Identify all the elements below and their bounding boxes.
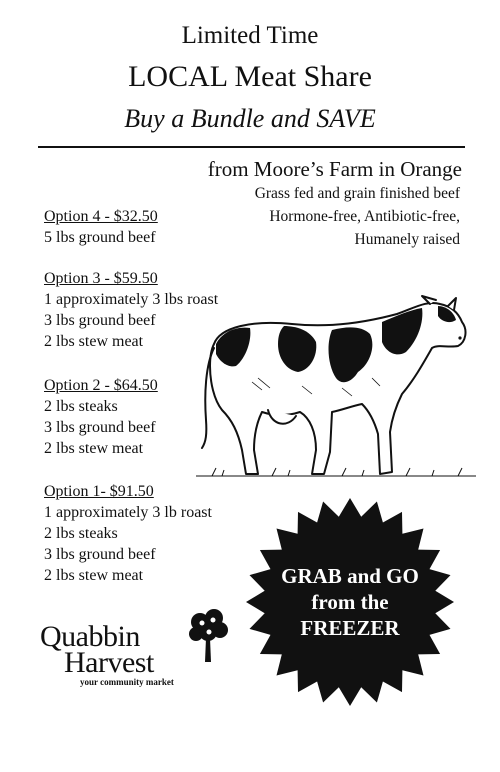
option-item: 1 approximately 3 lb roast (44, 504, 212, 521)
headline-buy-bundle: Buy a Bundle and SAVE (124, 104, 376, 133)
feature-line: Grass fed and grain finished beef (254, 185, 460, 202)
option-1 (44, 481, 212, 586)
option-item: 2 lbs stew meat (44, 567, 144, 584)
option-item: 3 lbs ground beef (44, 419, 156, 436)
option-title: Option 3 - $59.50 (44, 270, 158, 287)
option-item: 3 lbs ground beef (44, 312, 156, 329)
option-item: 3 lbs ground beef (44, 546, 156, 563)
option-title: Option 1- $91.50 (44, 483, 154, 500)
burst-line: FREEZER (300, 616, 400, 640)
headline-limited-time: Limited Time (181, 22, 319, 49)
option-title: Option 4 - $32.50 (44, 208, 158, 225)
option-2 (44, 375, 158, 459)
feature-line: Hormone-free, Antibiotic-free, (269, 208, 460, 225)
divider (38, 146, 465, 148)
burst-line: from the (311, 590, 389, 614)
logo-name-line1: Quabbin (40, 620, 140, 653)
option-item: 2 lbs steaks (44, 525, 118, 542)
option-item: 2 lbs stew meat (44, 333, 144, 350)
option-4 (44, 206, 158, 248)
option-item: 2 lbs stew meat (44, 440, 144, 457)
option-title: Option 2 - $64.50 (44, 377, 158, 394)
grab-and-go-text (245, 497, 455, 707)
feature-line: Humanely raised (354, 231, 460, 248)
logo-tagline: your community market (80, 677, 174, 687)
burst-line: GRAB and GO (281, 564, 419, 588)
option-item: 2 lbs steaks (44, 398, 118, 415)
headline-meat-share: LOCAL Meat Share (128, 60, 372, 93)
option-item: 5 lbs ground beef (44, 229, 156, 246)
cow-illustration (192, 282, 482, 482)
tree-icon (188, 608, 228, 666)
option-item: 1 approximately 3 lbs roast (44, 291, 219, 308)
farm-source: from Moore’s Farm in Orange (207, 157, 462, 181)
logo-name-line2: Harvest (64, 646, 154, 679)
quabbin-harvest-logo (40, 608, 230, 688)
